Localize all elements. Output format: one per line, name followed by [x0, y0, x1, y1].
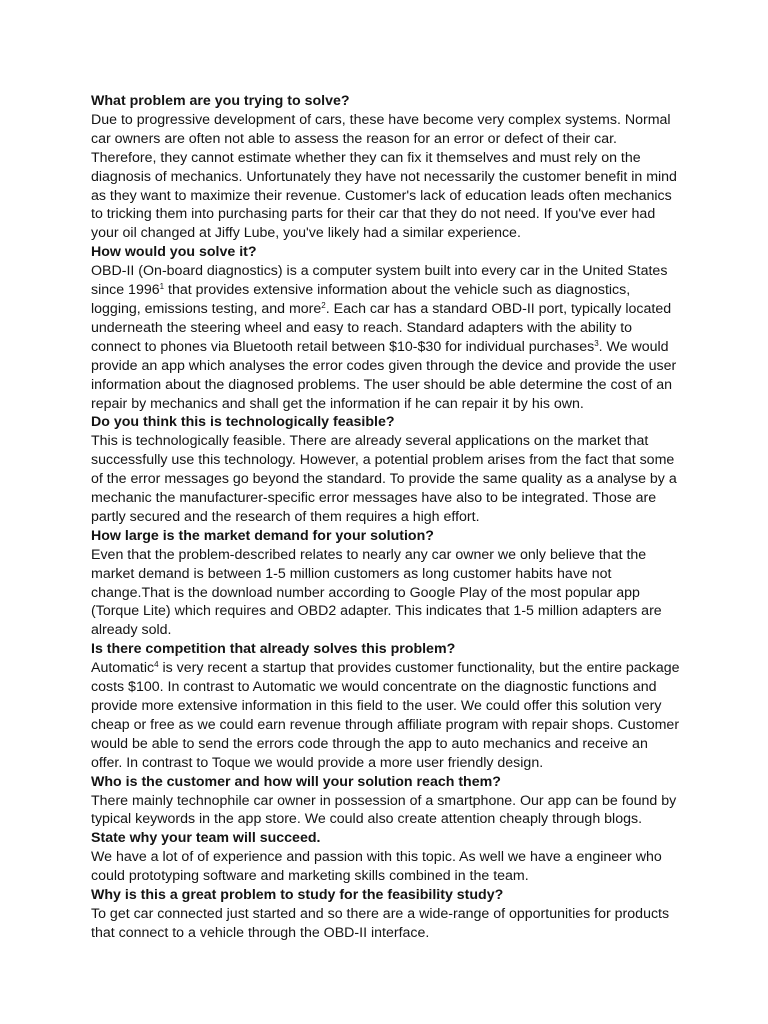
body-text: is very recent a startup that provides customer functionality, but the entire package costs $100. In contrast to Automatic we would concentrate on the diagnostic functions and provide more extensive information in this field to the user. We could offer this solution very cheap or free as we could earn revenue through affiliate program with repair shops. Customer would be able to send the errors code through the app to auto mechanics and receive an offer. In contrast to Toque we would provide a more user friendly design. [91, 660, 680, 771]
section-problem [91, 92, 681, 243]
footnote-ref: 2 [321, 300, 326, 310]
body-text: To get car connected just started and so there are a wide-range of opportunities for products that connect to a vehicle through the OBD-II interface. [91, 905, 670, 941]
body-text: This is technologically feasible. There are already several applications on the market that successfully use this technology. However, a potential problem arises from the fact that some of the error messages go beyond the standard. To provide the same quality as a analyse by a mechanic the manufacturer-specific error messages have also to be integrated. Those are partly secured and the research of them requires a high effort. [91, 433, 677, 525]
document-page [91, 92, 681, 943]
section-competition [91, 640, 681, 772]
footnote-ref: 3 [594, 338, 599, 348]
footnote-ref: 4 [154, 660, 159, 670]
body-text: that provides extensive information about the vehicle such as diagnostics, logging, emissions testing, and more [91, 282, 631, 317]
section-heading: How large is the market demand for your solution? [91, 527, 434, 544]
section-heading: State why your team will succeed. [91, 830, 321, 847]
section-study [91, 886, 681, 943]
section-solution [91, 243, 681, 413]
section-feasibility [91, 413, 681, 526]
body-text: Automatic [91, 660, 155, 677]
body-text: Due to progressive development of cars, these have become very complex systems. Normal car owners are often not able to assess the reason for an error or defect of their car. Therefore, they cannot estimate whether they can fix it themselves and must rely on the diagnosis of mechanics. Unfortunately they have not necessarily the customer benefit in mind as they want to maximize their revenue. Customer's lack of education leads often mechanics to tricking them into purchasing parts for their car that they do not need. If you've ever had your oil changed at Jiffy Lube, you've likely had a similar experience. [91, 111, 677, 242]
body-text: . We would provide an app which analyses the error codes given through the device and provide the user information about the diagnosed problems. The user should be able determine the cost of an repair by mechanics and shall get the information if he can repair it by his own. [91, 338, 677, 412]
section-body [91, 848, 681, 886]
body-text: We have a lot of of experience and passion with this topic. As well we have a engineer who could prototyping software and marketing skills combined in the team. [91, 849, 662, 885]
section-team [91, 829, 681, 886]
section-body [91, 432, 681, 527]
section-body [91, 111, 681, 243]
body-text: . Each car has a standard OBD-II port, typically located underneath the steering wheel and easy to reach. Standard adapters with the ability to connect to phones via Bluetooth retail between $10-$30 for individual purchases [91, 300, 672, 355]
section-heading: Who is the customer and how will your solution reach them? [91, 773, 501, 790]
section-body [91, 659, 681, 772]
section-heading: Do you think this is technologically feasible? [91, 414, 395, 431]
section-body [91, 792, 681, 830]
section-customer [91, 773, 681, 830]
section-body [91, 262, 681, 413]
section-market-demand [91, 527, 681, 640]
section-heading: What problem are you trying to solve? [91, 93, 350, 109]
section-body [91, 905, 681, 943]
body-text: Even that the problem-described relates to nearly any car owner we only believe that the market demand is between 1-5 million customers as long customer habits have not change.That is the download number according to Google Play of the most popular app (Torque Lite) which requires and OBD2 adapter. This indicates that 1-5 million adapters are already sold. [91, 546, 662, 639]
section-heading: Is there competition that already solves this problem? [91, 641, 456, 658]
section-body [91, 546, 681, 641]
body-text: OBD-II (On-board diagnostics) is a computer system built into every car in the United States since 1996 [91, 263, 668, 299]
footnote-ref: 1 [159, 282, 165, 292]
section-heading: How would you solve it? [91, 244, 257, 261]
body-text: There mainly technophile car owner in possession of a smartphone. Our app can be found by typical keywords in the app store. We could also create attention cheaply through blogs. [91, 792, 677, 828]
section-heading: Why is this a great problem to study for the feasibility study? [91, 887, 504, 904]
